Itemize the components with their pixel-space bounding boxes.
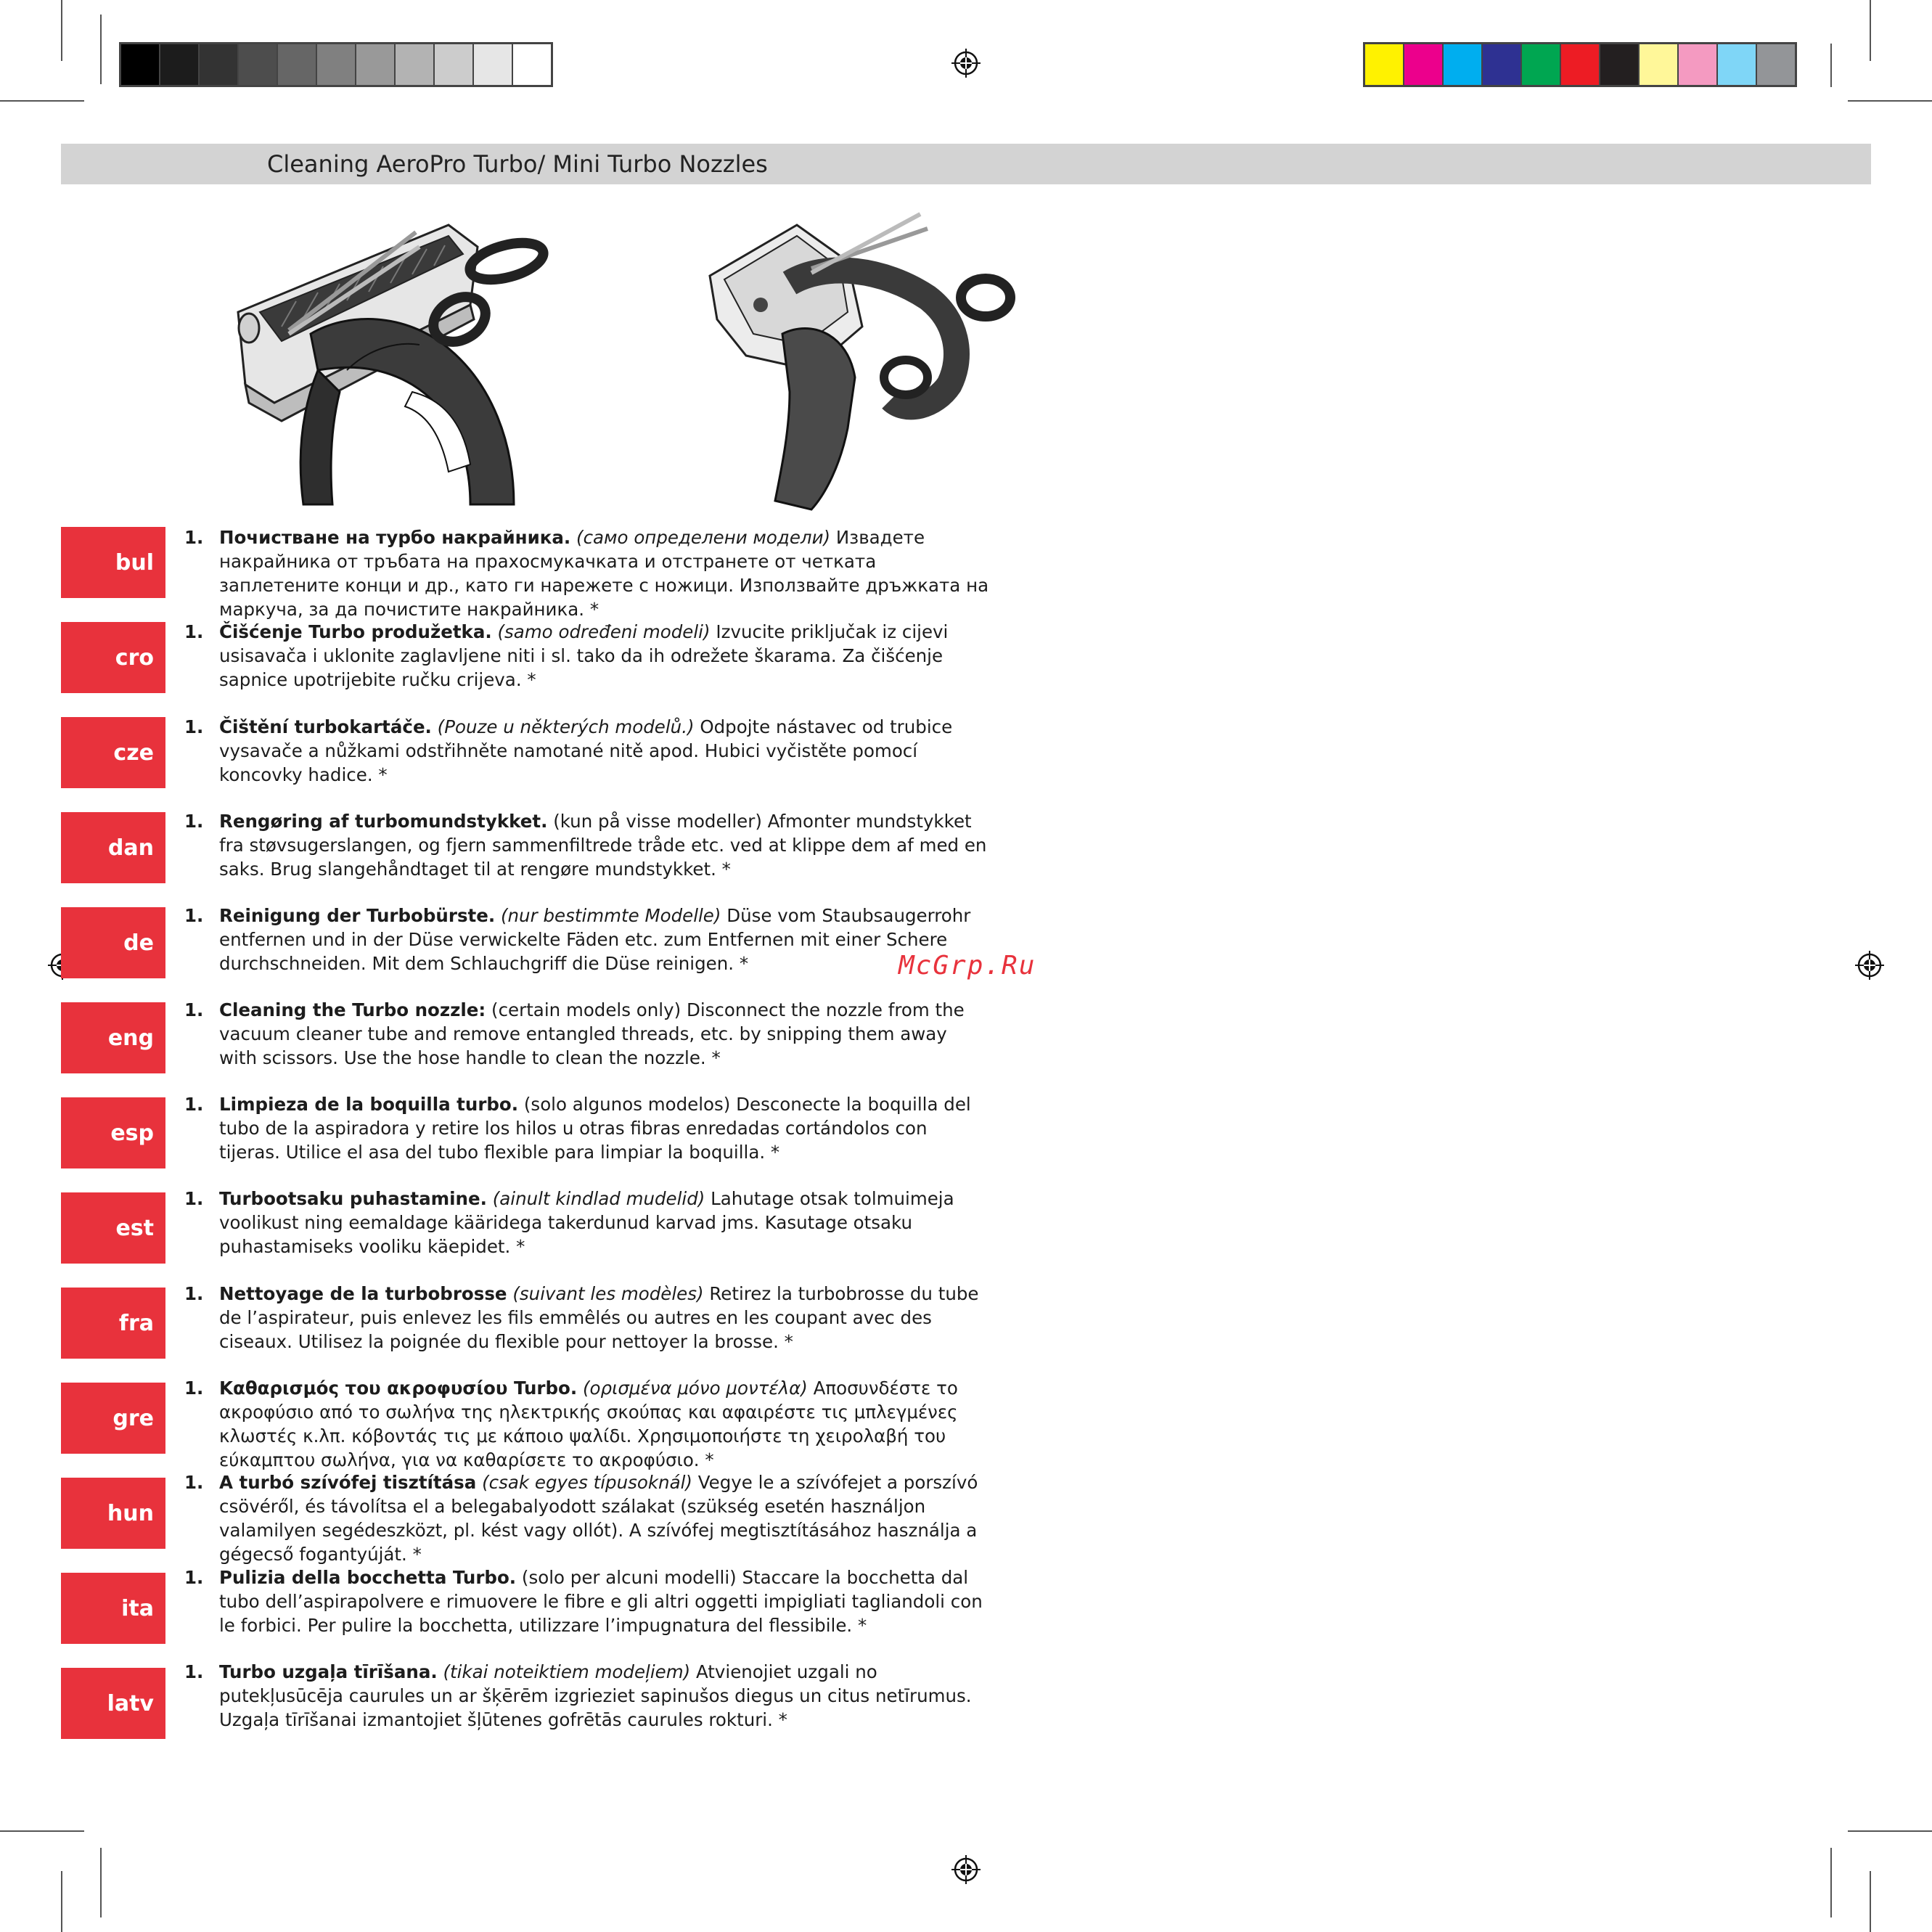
language-tab: cze xyxy=(61,717,165,788)
color-swatch xyxy=(1600,44,1640,85)
language-tab: latv xyxy=(61,1668,165,1739)
crop-mark xyxy=(61,1871,62,1932)
color-swatch xyxy=(1483,44,1522,85)
model-note: (Pouze u některých modelů.) xyxy=(437,716,695,737)
color-swatch xyxy=(121,44,160,85)
crop-mark xyxy=(1870,0,1871,61)
model-note: (ainult kindlad mudelid) xyxy=(492,1188,705,1209)
language-tab: fra xyxy=(61,1288,165,1359)
crop-mark xyxy=(1830,44,1832,87)
instruction-text xyxy=(219,1187,990,1258)
color-swatch xyxy=(513,44,551,85)
instruction-title: Turbootsaku puhastamine. xyxy=(219,1188,487,1209)
color-swatch xyxy=(1561,44,1600,85)
color-swatch xyxy=(317,44,356,85)
crop-mark xyxy=(100,15,102,84)
grayscale-color-bar xyxy=(119,42,553,87)
instruction-body: (solo per alcuni modelli) Staccare la bocchetta dal tubo dell’aspirapolvere e rimuovere le fibre e gli altri oggetti impigliati tagliandoli con le forbici. Per pulire la bocchetta, utilizzare l’impugnatura del flessibile. * xyxy=(219,1567,983,1636)
color-swatch xyxy=(396,44,435,85)
instruction-title: Reinigung der Turbobürste. xyxy=(219,905,496,926)
instruction-text xyxy=(219,809,990,881)
language-tab: cro xyxy=(61,622,165,693)
crop-mark xyxy=(0,100,84,102)
language-tab: gre xyxy=(61,1383,165,1454)
instruction-body: Odpojte nástavec od trubice vysavače a nůžkami odstřihněte namotané nitě apod. Hubici vyčistěte pomocí koncovky hadice. * xyxy=(219,716,953,785)
step-number: 1. xyxy=(184,1188,204,1209)
instruction-text xyxy=(219,1282,990,1354)
language-tab: ita xyxy=(61,1573,165,1644)
color-swatch xyxy=(1404,44,1444,85)
model-note: (tikai noteiktiem modeļiem) xyxy=(443,1661,691,1682)
registration-mark-icon xyxy=(951,1855,981,1884)
color-swatch xyxy=(1679,44,1718,85)
color-swatch xyxy=(239,44,278,85)
instruction-title: Rengøring af turbomundstykket. xyxy=(219,811,548,832)
instruction-text xyxy=(219,1092,990,1164)
step-number: 1. xyxy=(184,1094,204,1115)
color-swatch xyxy=(1522,44,1561,85)
model-note: (suivant les modèles) xyxy=(512,1283,704,1304)
language-tab: est xyxy=(61,1192,165,1264)
instruction-text xyxy=(219,1660,990,1732)
instruction-title: Nettoyage de la turbobrosse xyxy=(219,1283,507,1304)
color-swatch xyxy=(200,44,239,85)
instruction-text xyxy=(219,620,990,692)
model-note: (nur bestimmte Modelle) xyxy=(500,905,721,926)
step-number: 1. xyxy=(184,999,204,1020)
instruction-body: Vegye le a szívófejet a porszívó csövéről, és távolítsa el a belegabalyodott szálakat (szükség esetén használjon valamilyen segédeszközt, pl. kést vagy ollót). A szívófej megtisztításához használja a gégecső fogantyúját. * xyxy=(219,1472,978,1565)
instruction-title: Čištění turbokartáče. xyxy=(219,716,432,737)
instruction-body: Αποσυνδέστε το ακροφύσιο από το σωλήνα της ηλεκτρικής σκούπας και αφαιρέστε τις μπλεγμένες κλωστές κ.λπ. κόβοντάς τις με κάποιο ψαλίδι. Χρησιμοποιήστε τη χειρολαβή του εύκαμπτου σωλήνα, για να καθαρίσετε το ακροφύσιο. * xyxy=(219,1378,958,1470)
instruction-title: Почистване на турбо накрайника. xyxy=(219,527,571,548)
crop-mark xyxy=(1870,1871,1871,1932)
registration-mark-icon xyxy=(951,49,981,78)
crop-mark xyxy=(1848,100,1932,102)
instruction-body: Извадете накрайника от тръбата на прахосмукачката и отстранете от четката заплетените конци и др., като ги нарежете с ножици. Използвайте дръжката на маркуча, за да почистите накрайника. * xyxy=(219,527,989,620)
instruction-text xyxy=(219,1376,990,1472)
mini-turbo-nozzle-illustration xyxy=(703,210,1022,515)
color-swatch xyxy=(1718,44,1757,85)
step-number: 1. xyxy=(184,811,204,832)
color-swatch xyxy=(278,44,317,85)
instruction-title: Pulizia della bocchetta Turbo. xyxy=(219,1567,517,1588)
instruction-text xyxy=(219,715,990,787)
model-note: (само определени модели) xyxy=(576,527,831,548)
step-number: 1. xyxy=(184,1283,204,1304)
process-color-bar xyxy=(1363,42,1797,87)
instruction-title: Turbo uzgaļa tīrīšana. xyxy=(219,1661,438,1682)
step-number: 1. xyxy=(184,527,204,548)
instruction-body: Lahutage otsak tolmuimeja voolikust ning eemaldage kääridega takerdunud karvad jms. Kasutage otsaku puhastamiseks vooliku käepidet. * xyxy=(219,1188,954,1257)
language-tab: bul xyxy=(61,527,165,598)
crop-mark xyxy=(100,1848,102,1917)
instruction-body: Atvienojiet uzgali no putekļusūcēja caurules un ar šķērēm izgrieziet sapinušos diegus un citus netīrumus. Uzgaļa tīrīšanai izmantojiet šļūtenes gofrētās caurules rokturi. * xyxy=(219,1661,972,1730)
model-note: (csak egyes típusoknál) xyxy=(482,1472,692,1493)
language-tab: de xyxy=(61,907,165,978)
crop-mark xyxy=(61,0,62,61)
instruction-title: Καθαρισμός του ακροφυσίου Turbo. xyxy=(219,1378,578,1399)
instruction-title: Cleaning the Turbo nozzle: xyxy=(219,999,486,1020)
crop-mark xyxy=(1848,1830,1932,1832)
instruction-body: (solo algunos modelos) Desconecte la boquilla del tubo de la aspiradora y retire los hilos u otras fibras enredadas cortándolos con tijeras. Utilice el asa del tubo flexible para limpiar la boquilla. * xyxy=(219,1094,971,1163)
registration-mark-icon xyxy=(1855,951,1884,980)
instruction-body: Retirez la turbobrosse du tube de l’aspirateur, puis enlevez les fils emmêlés ou autres en les coupant avec des ciseaux. Utilisez la poignée du flexible pour nettoyer la brosse. * xyxy=(219,1283,979,1352)
color-swatch xyxy=(435,44,474,85)
language-tab: esp xyxy=(61,1097,165,1168)
step-number: 1. xyxy=(184,716,204,737)
instruction-body: (certain models only) Disconnect the nozzle from the vacuum cleaner tube and remove entangled threads, etc. by snipping them away with scissors. Use the hose handle to clean the nozzle. * xyxy=(219,999,965,1068)
color-swatch xyxy=(1757,44,1795,85)
crop-mark xyxy=(0,1830,84,1832)
step-number: 1. xyxy=(184,1567,204,1588)
color-swatch xyxy=(474,44,513,85)
step-number: 1. xyxy=(184,621,204,642)
instruction-body: Düse vom Staubsaugerrohr entfernen und in der Düse verwickelte Fäden etc. zum Entfernen mit einer Schere durchschneiden. Mit dem Schlauchgriff die Düse reinigen. * xyxy=(219,905,971,974)
color-swatch xyxy=(160,44,200,85)
step-number: 1. xyxy=(184,1472,204,1493)
instruction-title: Limpieza de la boquilla turbo. xyxy=(219,1094,519,1115)
step-number: 1. xyxy=(184,1661,204,1682)
instruction-body: Izvucite priključak iz cijevi usisavača i uklonite zaglavljene niti i sl. tako da ih odrežete škarama. Za čišćenje sapnice upotrijebite ručku crijeva. * xyxy=(219,621,949,690)
instruction-text xyxy=(219,904,990,975)
turbo-nozzle-illustration xyxy=(231,203,695,508)
crop-mark xyxy=(1830,1848,1832,1917)
language-tab: eng xyxy=(61,1002,165,1073)
instruction-body: (kun på visse modeller) Afmonter mundstykket fra støvsugerslangen, og fjern sammenfiltrede tråde etc. ved at klippe dem af med en saks. Brug slangehåndtaget til at rengøre mundstykket. * xyxy=(219,811,987,880)
instruction-title: A turbó szívófej tisztítása xyxy=(219,1472,477,1493)
instruction-text xyxy=(219,525,990,621)
step-number: 1. xyxy=(184,905,204,926)
instruction-text xyxy=(219,1565,990,1637)
color-swatch xyxy=(1365,44,1404,85)
model-note: (samo određeni modeli) xyxy=(497,621,711,642)
watermark-text: McGrp.Ru xyxy=(899,951,1036,981)
step-number: 1. xyxy=(184,1378,204,1399)
instruction-text xyxy=(219,1470,990,1566)
color-swatch xyxy=(1444,44,1483,85)
instruction-title: Čišćenje Turbo produžetka. xyxy=(219,621,492,642)
instruction-text xyxy=(219,998,990,1070)
page-title: Cleaning AeroPro Turbo/ Mini Turbo Nozzles xyxy=(267,150,768,178)
language-tab: dan xyxy=(61,812,165,883)
color-swatch xyxy=(1640,44,1679,85)
language-tab: hun xyxy=(61,1478,165,1549)
model-note: (ορισμένα μόνο μοντέλα) xyxy=(582,1378,808,1399)
color-swatch xyxy=(356,44,396,85)
